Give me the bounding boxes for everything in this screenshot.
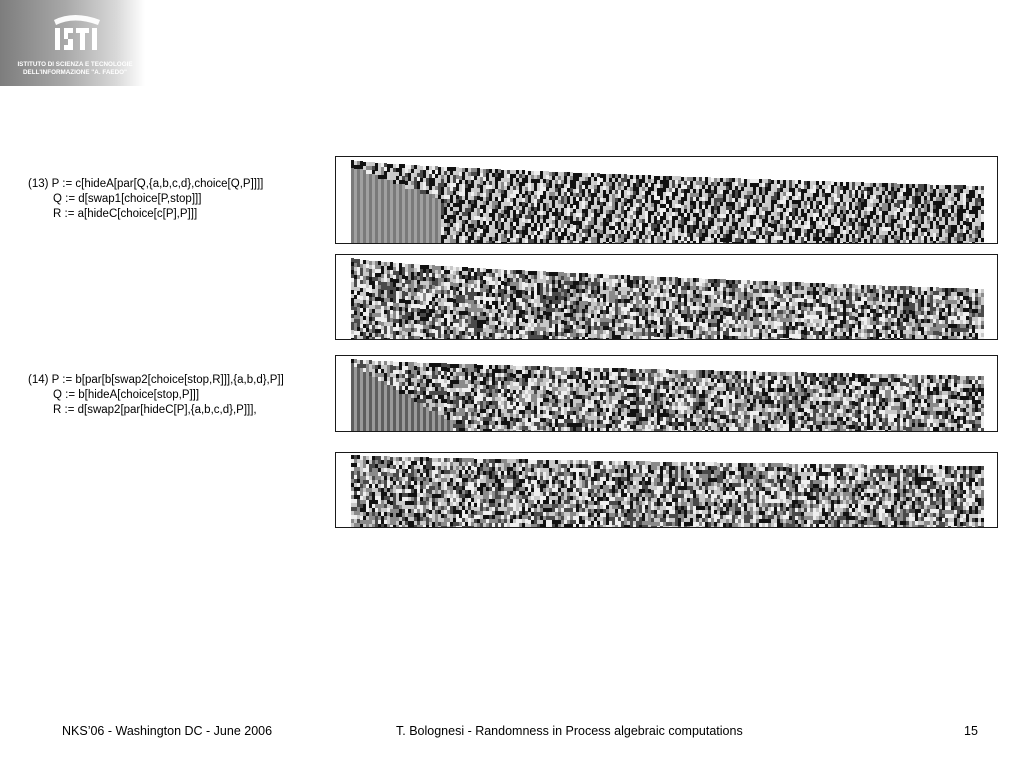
logo-line-2: DELL'INFORMAZIONE "A. FAEDO" — [22, 69, 128, 76]
plot-13-bottom — [335, 254, 998, 340]
page-number: 15 — [964, 724, 978, 738]
plot-14-bottom — [335, 452, 998, 528]
plot-13-top-image — [336, 157, 999, 245]
plot-13-bottom-cells — [351, 258, 984, 339]
plot-14-top-image — [336, 356, 999, 433]
plot-13-top-cells — [351, 160, 984, 243]
footer-event: NKS’06 - Washington DC - June 2006 — [62, 724, 273, 738]
plot-14-bottom-image — [336, 453, 999, 529]
formula-14-p: (14) P := b[par[b[swap2[choice[stop,R]]],{a,b,d},P]] — [28, 374, 284, 386]
isti-logo-mark — [0, 0, 145, 86]
footer-title: T. Bolognesi - Randomness in Process algebraic computations — [396, 724, 743, 738]
plot-14-bottom-cells — [351, 455, 984, 527]
formula-13-r: R := a[hideC[choice[c[P],P]]] — [53, 208, 198, 220]
formula-13-q: Q := d[swap1[choice[P,stop]]] — [53, 193, 202, 205]
logo-line-1: ISTITUTO DI SCIENZA E TECNOLOGIE — [17, 61, 133, 68]
formula-13-p: (13) P := c[hideA[par[Q,{a,b,c,d},choice[Q,P]]]] — [28, 178, 264, 190]
formula-14 — [28, 373, 284, 418]
formula-14-r: R := d[swap2[par[hideC[P],{a,b,c,d},P]]], — [53, 404, 257, 416]
formula-14-q: Q := b[hideA[choice[stop,P]]] — [53, 389, 200, 401]
formula-13 — [28, 177, 263, 222]
plot-14-top — [335, 355, 998, 432]
plot-14-top-cells — [351, 359, 984, 431]
plot-13-bottom-image — [336, 255, 999, 341]
plot-13-top — [335, 156, 998, 244]
institute-logo — [0, 0, 145, 86]
